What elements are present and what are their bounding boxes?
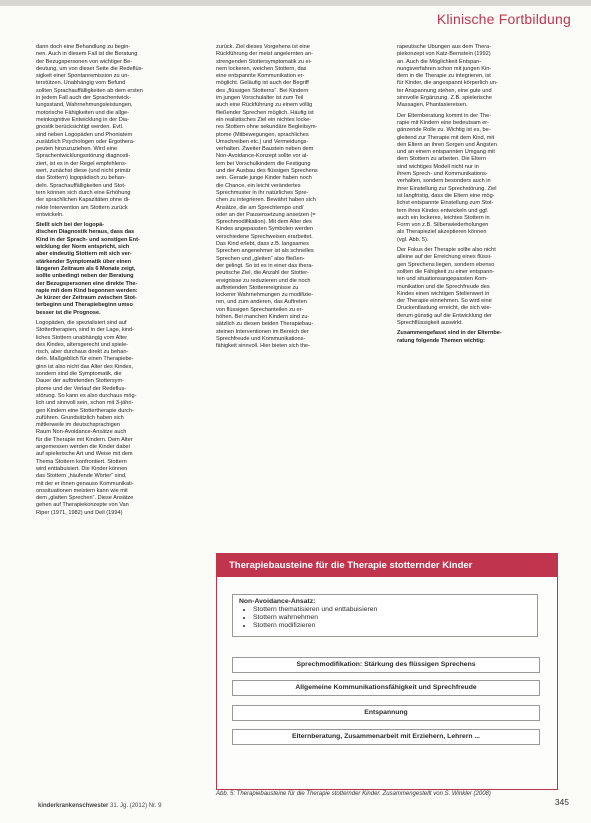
- paragraph: Der Elternberatung kommt in der The- rapie mit Kindern eine bedeutsam er- gänzende Rolle zu. Wichtig ist es, be- gleitend zur Therapie mit dem Kind, mit den Eltern an ihren Sorgen und Ängsten und an einem entspannten Umgang mit dem Stottern zu arbeiten. Die Eltern sind wichtiges Modell nicht nur in ihrem Sprech- und Kommunikations- verhalten, sondern besonders auch in ihrer Einstellung zur Sprechstörung. Ziel ist langfristig, dass die Eltern eine mög- lichst entspannte Einstellung zum Stot- tern ihres Kindes entwickeln und ggf. auch ein lockeres, leichtes Stottern in Form von z.B. Silbenwiederholungen als Therapieziel akzeptieren können (vgl. Abb. 5).: [397, 112, 497, 243]
- header-bar: [0, 0, 591, 6]
- footer-source: [38, 803, 161, 809]
- bold-paragraph: Stellt sich bei der logopä- dischen Diagnostik heraus, dass das Kind in der Sprach- und sonstigen Ent- wicklung der Norm entspricht, sich aber eindeutig Stottern mit sich ver- stärkender Symptomatik über einen längeren Zeitraum als 6 Monate zeigt, sollte unbedingt neben der Beratung der Bezugspersonen eine direkte The- rapie mit dem Kind begonnen werden: Je kürzer der Zeitraum zwischen Stot- terbeginn und Therapiebeginn umso besser ist die Prognose.: [36, 222, 140, 316]
- parent-counselling-group: Elternberatung, Zusammenarbeit mit Erziehern, Lehrern ...: [232, 729, 540, 745]
- list-item: • Stottern thematisieren und enttabuisieren: [253, 606, 531, 614]
- bold-paragraph: Zusammengefasst sind in der Elternbe- ratung folgende Themen wichtig:: [397, 330, 502, 344]
- text-column-2: [216, 44, 384, 521]
- paragraph: rapeutische Übungen aus dem Thera- piekonzept von Katz-Bernstein (1992) an. Auch die Möglichkeit Entspan- nungsverfahren schon mit jungen Kin- dern in die Therapie zu integrieren, ist für Kinder, die angespannt körperlich un- ter Anspannung stehen, eine gute und sinnvolle Ergänzung. Z.B. spielerische Massagen, Phantasiereisen.: [397, 44, 498, 109]
- communication-group: Allgemeine Kommunikationsfähigkeit und Sprechfreude: [232, 680, 540, 696]
- speech-modification-group: Sprechmodifikation: Stärkung des flüssigen Sprechens: [232, 657, 540, 673]
- paragraph: dann doch eine Behandlung zu begin- nen. Auch in diesem Fall ist die Beratung der Bezugspersonen von wichtiger Be- deutung, um von dieser Seite die Redeflüs- sigkeit einer Spontanremission zu un- terstützen. Unabhängig vom Befund sollten Sprachauffälligkeiten ab dem ersten in jedem Fall auch der Sprachentwick- lungsstand, Wahrnehmungsleistungen, motorische Fähigkeiten und die allge- meinkognitive Entwicklung in der Dia- gnostik berücksichtigt werden. Evtl. sind neben Logopäden und Phoniatern zusätzlich Psychologen oder Ergothera- peuten hinzuzuziehen. Wird eine Sprachentwicklungsstörung diagnosti- ziert, ist es in der Regel empfehlens- wert, zunächst diese (und nicht primär das Stottern) logopädisch zu behan- deln. Sprachauffälligkeiten und Stot- tern können sich durch eine Erhöhung der sprachlichen Kapazitäten ohne di- rekte Intervention am Stottern zurück entwickeln.: [36, 44, 144, 218]
- section-title: Klinische Fortbildung: [436, 11, 571, 27]
- page-header: [0, 0, 591, 40]
- journal-name: kinderkrankenschwester: [38, 803, 109, 809]
- text-column-3: [397, 44, 552, 444]
- figure-caption: Abb. 5: Therapiebausteine für die Therapie stotternder Kinder. Zusammengestellt von S. Winkler (2008): [216, 791, 491, 797]
- group-title: Non-Avoidance-Ansatz:: [239, 598, 316, 605]
- text-column-1: [36, 44, 206, 749]
- figure-title: Therapiebausteine für die Therapie stotternder Kinder: [217, 554, 557, 577]
- figure-box: [216, 553, 558, 790]
- list-item: • Stottern wahrnehmen: [253, 614, 531, 622]
- paragraph: Der Fokus der Therapie sollte also nicht alleine auf der Erreichung eines flüssi- gen Sprechens liegen, sondern ebenso sollten die Fähigkeit zu einer entspann- ten und situationsangepassten Kom- munikation und die Sprechfreude des Kindes einen wichtigen Stellenwert in der Therapie einnehmen. So wird eine Druckentlastung erreicht, die sich wie- derum günstig auf die Entwicklung der Sprechflüssigkeit auswirkt.: [397, 247, 496, 326]
- group-list: [239, 606, 531, 631]
- list-item: • Stottern modifizieren: [253, 622, 531, 630]
- paragraph: Logopäden, die spezialisiert sind auf Stottertherapien, sind in der Lage, kind- liches Stottern unabhängig vom Alter des Kindes, altersgerecht und spiele- risch, aber durchaus direkt zu behan- deln. Maßgeblich für einen Therapiebe- ginn ist also nicht das Alter des Kindes, sondern sind die Symptomatik, die Dauer der auftretenden Stottersym- ptome und der Verlauf der Redeflus- störung. So kann es also durchaus mög- lich und sinnvoll sein, schon mit 3-jähri- gen Kindern eine Stottertherapie durch- zuführen. Grundsätzlich haben sich mittlerweile im deutschsprachigen Raum Non-Avoidance-Ansätze auch für die Therapie mit Kindern. Dem Alter angemessen werden die Kinder dabei auf spielerische Art und Weise mit dem Thema Stottern konfrontiert. Stottern wird enttabuisiert. Die Kinder können das Stottern „häufende Wörter“ sind, mit der er ihnen genauso Kommunikati- onssituationen meistern kann wie mit dem „glatten Sprechen“. Diese Ansätze gehen auf Therapiekonzepte von Van Riper (1971, 1982) und Dell (1994): [36, 319, 137, 516]
- relaxation-group: Entspannung: [232, 705, 540, 721]
- paragraph: zurück. Ziel dieses Vorgehens ist eine Rückführung der meist angelernten an- strengenden Stottersymptomatik zu ei- nem lockeren, weichen Stottern, das eine entspannte Kommunikation er- möglicht. Geläufig ist auch der Begriff des „flüssigen Stotterns“. Bei Kindern im jungen Vorschulalter ist zum Teil auch eine Rückführung zu einem völlig fließender Sprechen möglich. Häufig ist ein realistisches Ziel ein nichtes locke- res Stottern ohne sekundäre Begleitsym- ptome (Mitbewegungen, sprachliches Umschreiben etc.) und Vermeidungs- verhalten. Zweiter Baustein neben dem Non-Avoidance-Konzept sollte vor al- lem bei Vorschulkindern die Festigung und der Ausbau des flüssigen Sprechens sein. Gerade junge Kinder haben noch die Chance, ein leicht verändertes Sprechmuster in ihr natürliches Spre- chen zu integrieren. Bewährt haben sich Ansätze, die am Sprechtempo und/ oder an der Pausensetzung ansetzen (= Sprechmodifikation). Mit dem Alter des Kindes angepassten Symbolen werden verschiedene Sprechweisen erarbeitet. Das Kind erlebt, dass z.B. langsames Sprechen angenehmer ist als schnelles Sprechen und „gleiten“ also fließen- der gelingt. So ist es in einer das thera- peutische Ziel, die Anzahl der Stotter- ereignisse zu reduzieren und die noch auftretenden Stotterereignisse zu lockerer Wahrnehmungen zu modifizie- ren, und zum anderen, das Auftreten von flüssigen Sprechanteilen zu er- höhen. Bei manchen Kindern sind zu- sätzlich zu diesen beiden Therapiebau- steinen Interventionen im Bereich der Sprechfreude und Kommunikations- fähigkeit sinnvoll. Hier bieten sich the-: [216, 44, 318, 350]
- page-number: 345: [554, 797, 569, 807]
- journal-issue: 31. Jg. (2012) Nr. 9: [110, 803, 162, 809]
- non-avoidance-group: [232, 594, 538, 637]
